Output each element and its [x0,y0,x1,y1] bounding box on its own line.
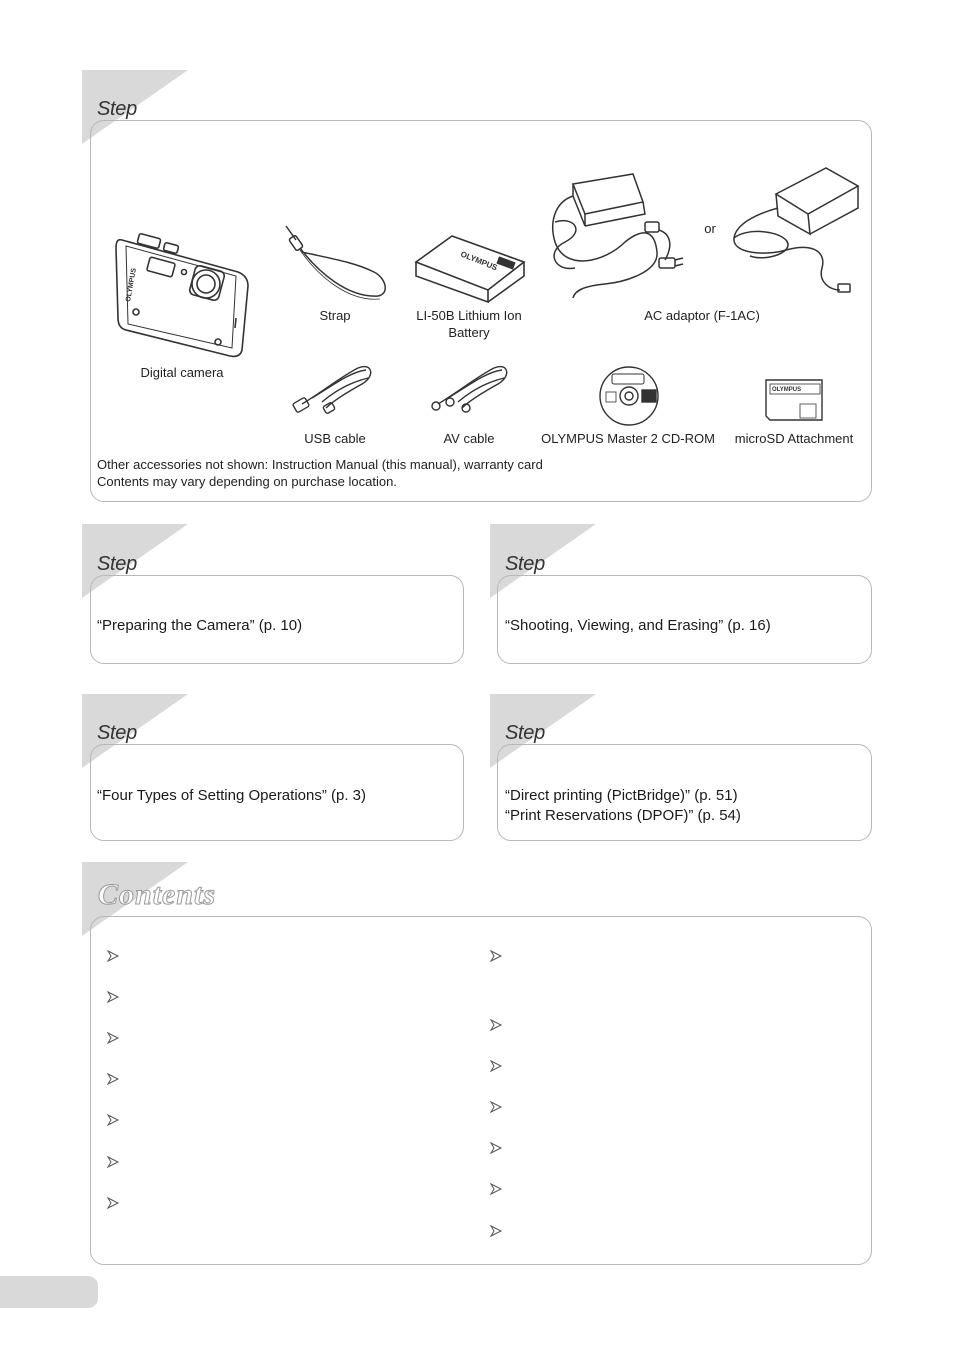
arrowhead-bullet-icon [489,1059,503,1073]
contents-panel [90,916,872,1265]
step4-heading: Step [97,722,137,744]
camera-brand-text: OLYMPUS [125,267,138,303]
step5-pictbridge-link[interactable]: “Direct printing (PictBridge)” (p. 51) [505,787,738,804]
arrowhead-bullet-icon [106,1196,120,1210]
arrowhead-bullet-icon [106,949,120,963]
av-cable-label: AV cable [443,431,495,446]
contents-title: Contents [98,878,217,911]
step5-dpof-link[interactable]: “Print Reservations (DPOF)” (p. 54) [505,807,741,824]
svg-text:OLYMPUS: OLYMPUS [772,387,802,393]
strap-label: Strap [319,308,351,323]
strap-icon [278,222,390,302]
ac-adaptor-type1-icon [545,172,687,300]
step3-reference-link[interactable]: “Shooting, Viewing, and Erasing” (p. 16) [505,617,771,634]
arrowhead-bullet-icon [489,949,503,963]
arrowhead-bullet-icon [489,1141,503,1155]
cd-rom-icon [598,366,660,426]
step2-heading: Step [97,553,137,575]
usb-cable-label: USB cable [304,431,366,446]
microsd-attachment-icon [764,376,824,424]
microsd-label: microSD Attachment [734,431,854,446]
arrowhead-bullet-icon [489,1100,503,1114]
or-label: or [704,221,716,236]
battery-label: LI-50B Lithium Ion Battery [416,308,522,340]
cd-rom-label: OLYMPUS Master 2 CD-ROM [541,431,715,446]
arrowhead-bullet-icon [489,1182,503,1196]
step2-reference-link[interactable]: “Preparing the Camera” (p. 10) [97,617,303,634]
purchase-location-note: Contents may vary depending on purchase location. [97,474,397,489]
step5-heading: Step [505,722,545,744]
usb-cable-icon [292,362,376,422]
ac-adaptor-label: AC adaptor (F-1AC) [644,308,760,323]
arrowhead-bullet-icon [489,1018,503,1032]
arrowhead-bullet-icon [106,1031,120,1045]
step4-reference-link[interactable]: “Four Types of Setting Operations” (p. 3) [97,787,367,804]
arrowhead-bullet-icon [106,990,120,1004]
digital-camera-icon [112,232,254,360]
battery-icon [412,232,528,302]
page-number-tab [0,1276,98,1308]
arrowhead-bullet-icon [106,1113,120,1127]
camera-label: Digital camera [140,365,224,380]
accessories-note: Other accessories not shown: Instruction Manual (this manual), warranty card [97,457,543,472]
svg-text:OLYMPUS: OLYMPUS [459,249,499,273]
arrowhead-bullet-icon [106,1072,120,1086]
arrowhead-bullet-icon [106,1155,120,1169]
av-cable-icon [428,362,512,422]
arrowhead-bullet-icon [489,1224,503,1238]
step1-heading: Step [97,98,137,120]
step3-heading: Step [505,553,545,575]
ac-adaptor-type2-icon [726,164,864,298]
